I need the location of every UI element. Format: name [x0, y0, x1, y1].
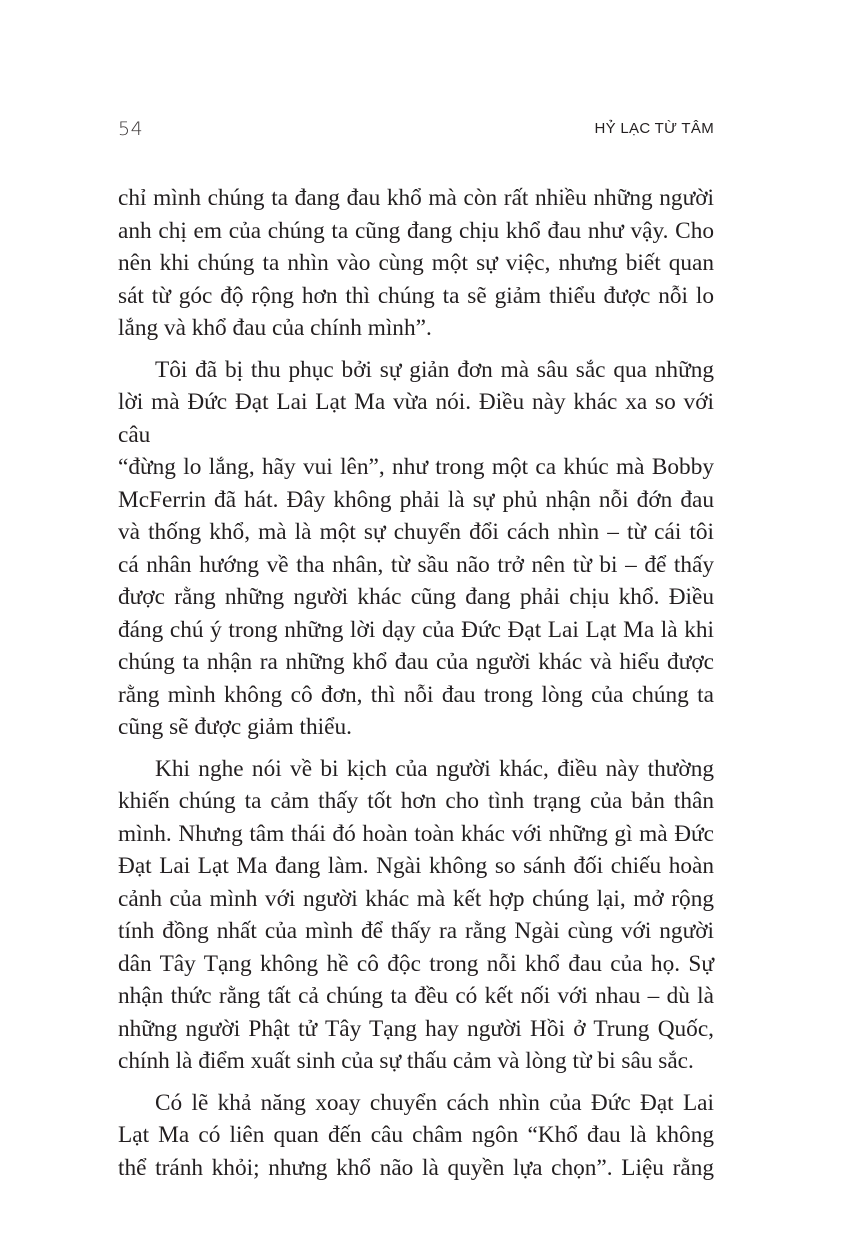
body-text — [118, 182, 714, 1193]
text-line: những người Phật tử Tây Tạng hay người Hồi ở Trung Quốc, — [118, 1015, 714, 1042]
text-line: Có lẽ khả năng xoay chuyển cách nhìn của Đức Đạt Lai — [155, 1089, 714, 1116]
text-line: cũng sẽ được giảm thiểu. — [118, 714, 352, 740]
running-header — [118, 118, 714, 144]
text-line: được rằng những người khác cũng đang phải chịu khổ. Điều — [118, 584, 714, 610]
text-line: cảnh của mình với người khác mà kết hợp chúng lại, mở rộng — [118, 885, 714, 912]
text-line: mình. Nhưng tâm thái đó hoàn toàn khác với những gì mà Đức — [118, 820, 714, 847]
text-line: rằng mình không cô đơn, thì nỗi đau trong lòng của chúng ta — [118, 681, 714, 708]
page-number: 54 — [118, 118, 144, 140]
paragraph — [118, 182, 714, 345]
text-line: Đạt Lai Lạt Ma đang làm. Ngài không so sánh đối chiếu hoàn — [118, 853, 714, 879]
text-line: cá nhân hướng về tha nhân, từ sầu não trở nên từ bi – để thấy — [118, 551, 714, 578]
text-line: và thống khổ, mà là một sự chuyển đổi cách nhìn – từ cái tôi — [118, 519, 714, 545]
text-line: Khi nghe nói về bi kịch của người khác, điều này thường — [155, 755, 714, 782]
text-line: thể tránh khỏi; nhưng khổ não là quyền lựa chọn”. Liệu rằng — [118, 1154, 714, 1181]
text-line: chỉ mình chúng ta đang đau khổ mà còn rất nhiều những người — [118, 185, 714, 211]
running-title: HỶ LẠC TỪ TÂM — [594, 120, 714, 137]
text-line: sát từ góc độ rộng hơn thì chúng ta sẽ giảm thiểu được nỗi lo — [118, 282, 714, 309]
paragraph — [118, 753, 714, 1078]
text-line: lắng và khổ đau của chính mình”. — [118, 315, 432, 341]
text-line: khiến chúng ta cảm thấy tốt hơn cho tình trạng của bản thân — [118, 788, 714, 814]
text-line: Tôi đã bị thu phục bởi sự giản đơn mà sâu sắc qua những — [155, 356, 714, 383]
text-line: đáng chú ý trong những lời dạy của Đức Đạt Lai Lạt Ma là khi — [118, 616, 714, 643]
text-line: tính đồng nhất của mình để thấy ra rằng Ngài cùng với người — [118, 918, 714, 944]
text-line: nhận thức rằng tất cả chúng ta đều có kết nối với nhau – dù là — [118, 983, 714, 1009]
text-line: anh chị em của chúng ta cũng đang chịu khổ đau như vậy. Cho — [118, 217, 714, 244]
paragraph — [118, 1087, 714, 1185]
text-line: McFerrin đã hát. Đây không phải là sự phủ nhận nỗi đớn đau — [118, 486, 714, 513]
text-line: nên khi chúng ta nhìn vào cùng một sự việc, nhưng biết quan — [118, 250, 714, 276]
text-line: Lạt Ma có liên quan đến câu châm ngôn “Khổ đau là không — [118, 1122, 714, 1148]
text-line: chúng ta nhận ra những khổ đau của người khác và hiểu được — [118, 649, 714, 675]
text-line: chính là điểm xuất sinh của sự thấu cảm và lòng từ bi sâu sắc. — [118, 1048, 694, 1074]
text-line: lời mà Đức Đạt Lai Lạt Ma vừa nói. Điều này khác xa so với câu — [118, 389, 714, 448]
text-line: dân Tây Tạng không hề cô độc trong nỗi khổ đau của họ. Sự — [118, 950, 714, 977]
paragraph — [118, 354, 714, 744]
text-line: “đừng lo lắng, hãy vui lên”, như trong một ca khúc mà Bobby — [118, 454, 714, 480]
